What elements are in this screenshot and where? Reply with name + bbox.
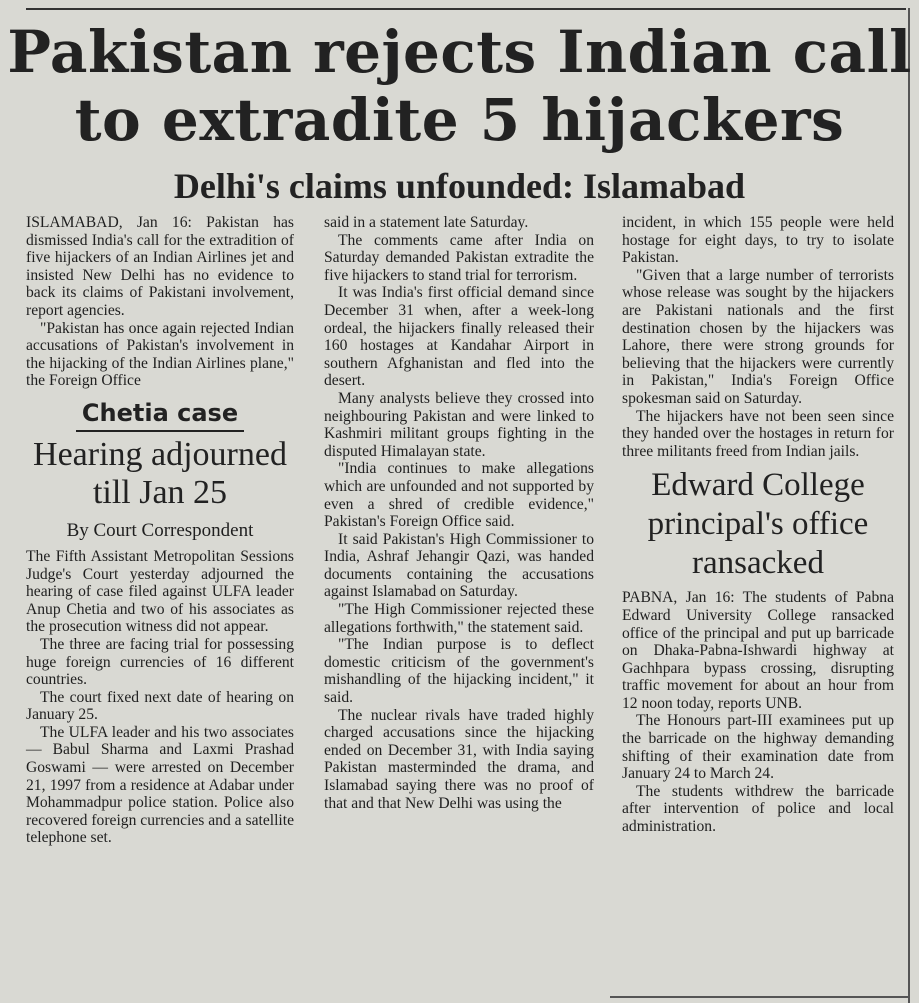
right-rule <box>908 8 910 1003</box>
main-story-paragraph: The nuclear rivals have traded highly charged accusations since the hijacking ended on December 31, with India saying Pakistan masterminded the drama, and Islamabad saying there was no proof of that and that New Delhi was using the <box>324 706 594 812</box>
edward-paragraph: The Honours part-III examinees put up the barricade on the highway demanding shifting of their examination date from January 24 to March 24. <box>622 712 894 783</box>
column-2 <box>324 214 594 812</box>
main-story-paragraph: Many analysts believe they crossed into neighbouring Pakistan and were linked to Kashmiri militant groups fighting in the disputed Himalayan state. <box>324 389 594 460</box>
main-story-paragraph: The comments came after India on Saturday demanded Pakistan extradite the five hijackers to stand trial for terrorism. <box>324 231 594 284</box>
column-1 <box>26 214 294 847</box>
main-story-paragraph: "The High Commissioner rejected these allegations forthwith," the statement said. <box>324 601 594 636</box>
top-rule <box>26 8 906 10</box>
column-3 <box>622 214 894 836</box>
edward-paragraph: The students withdrew the barricade after intervention of police and local administration. <box>622 782 894 836</box>
edward-headline: Edward College principal's office ransacked <box>647 467 869 582</box>
chetia-paragraph: The three are facing trial for possessing huge foreign currencies of 16 different countries. <box>26 635 294 689</box>
main-story-paragraph: ISLAMABAD, Jan 16: Pakistan has dismissed India's call for the extradition of five hijackers of an Indian Airlines jet and insisted New Delhi has no evidence to back its claims of Pakistani involvement, report agencies. <box>26 214 294 319</box>
edward-paragraph: PABNA, Jan 16: The students of Pabna Edward University College ransacked office of the principal and put up barricade on Dhaka-Pabna-Ishwardi highway at Gachhpara bypass crossing, disrupting traffic movement for about an hour from 12 noon today, reports UNB. <box>622 589 894 712</box>
main-story-paragraph: said in a statement late Saturday. <box>324 214 529 231</box>
main-story-paragraph: It was India's first official demand since December 31 when, after a week-long ordeal, the hijackers finally released their 160 hostages at Kandahar Airport in southern Afghanistan and fled into the desert. <box>324 284 594 390</box>
main-story-paragraph: "India continues to make allegations which are unfounded and not supported by even a shred of credible evidence," Pakistan's Foreign Office said. <box>324 460 594 531</box>
sub-headline: Delhi's claims unfounded: Islamabad <box>173 166 746 206</box>
bottom-rule <box>610 996 910 998</box>
main-story-paragraph: The hijackers have not been seen since they handed over the hostages in return for three militants freed from Indian jails. <box>622 407 894 460</box>
chetia-headline: Hearing adjourned till Jan 25 <box>33 435 287 511</box>
chetia-paragraph: The court fixed next date of hearing on January 25. <box>26 688 294 724</box>
chetia-kicker: Chetia case <box>76 398 244 432</box>
main-story-paragraph: It said Pakistan's High Commissioner to India, Ashraf Jehangir Qazi, was handed documents containing the accusations against Islamabad on Saturday. <box>324 530 594 601</box>
chetia-paragraph: The ULFA leader and his two associates — Babul Sharma and Laxmi Prashad Goswami — were arrested on December 21, 1997 from a residence at Adabar under Mohammadpur police station. Police also recovered foreign currencies and a satellite telephone set. <box>26 723 294 847</box>
main-story-paragraph: "The Indian purpose is to deflect domestic criticism of the government's mishandling of the hijacking incident," it said. <box>324 636 594 707</box>
main-story-paragraph: "Given that a large number of terrorists whose release was sought by the hijackers are Pakistani nationals and the first destination chosen by the hijackers was Lahore, there were strong grounds for believing that the hijackers were currently in Pakistan," India's Foreign Office spokesman said on Saturday. <box>622 266 894 407</box>
main-story-paragraph: incident, in which 155 people were held hostage for eight days, to try to isolate Pakistan. <box>622 214 894 267</box>
main-story-paragraph: "Pakistan has once again rejected Indian accusations of Pakistan's involvement in the hijacking of the Indian Airlines plane," the Foreign Office <box>26 319 294 390</box>
chetia-paragraph: The Fifth Assistant Metropolitan Sessions Judge's Court yesterday adjourned the hearing of case filed against ULFA leader Anup Chetia and two of his associates as the prosecution witness did not appear. <box>26 547 294 636</box>
chetia-byline: By Court Correspondent <box>66 519 254 541</box>
chetia-kicker-box <box>26 398 294 432</box>
main-headline: Pakistan rejects Indian call to extradite 5 hijackers <box>7 18 912 154</box>
